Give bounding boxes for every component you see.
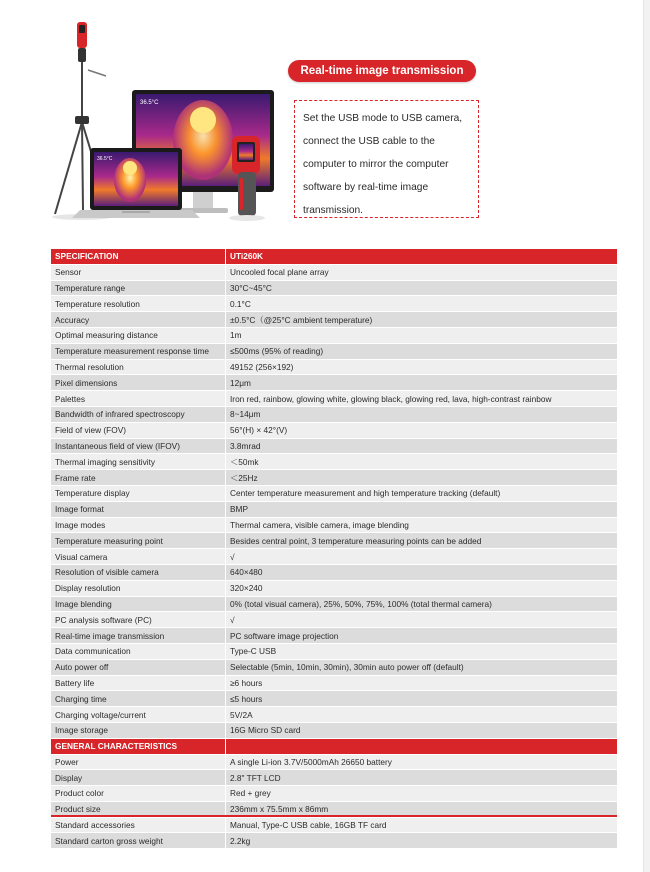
spec-name-cell: Image modes [51, 517, 226, 533]
spec-name-cell: Charging time [51, 691, 226, 707]
table-row [51, 786, 617, 802]
spec-value-cell: 49152 (256×192) [226, 359, 618, 375]
description-line: Set the USB mode to USB camera, [303, 113, 463, 124]
spec-value-cell: 8~14μm [226, 406, 618, 422]
spec-value-cell: BMP [226, 501, 618, 517]
spec-value-cell: 30°C~45°C [226, 280, 618, 296]
spec-value-cell: √ [226, 612, 618, 628]
general-header-row [51, 738, 617, 754]
spec-name-cell: Visual camera [51, 549, 226, 565]
spec-value-cell: 56°(H) × 42°(V) [226, 422, 618, 438]
laptop-temp-label: 36.5°C [97, 156, 113, 162]
spec-value-cell: 236mm x 75.5mm x 86mm [226, 801, 618, 817]
spec-value-cell: Type-C USB [226, 643, 618, 659]
table-row [51, 643, 617, 659]
spec-value-cell: Red + grey [226, 786, 618, 802]
spec-name-cell: GENERAL CHARACTERISTICS [51, 738, 226, 754]
table-row [51, 406, 617, 422]
spec-name-cell: Charging voltage/current [51, 707, 226, 723]
spec-value-cell: 5V/2A [226, 707, 618, 723]
spec-value-cell: 12μm [226, 375, 618, 391]
table-row [51, 280, 617, 296]
table-bottom-rule [51, 815, 617, 817]
table-row [51, 312, 617, 328]
description-line: connect the USB cable to the [303, 136, 435, 147]
laptop [72, 148, 200, 218]
spec-value-cell: ≤500ms (95% of reading) [226, 343, 618, 359]
spec-value-cell: PC software image projection [226, 628, 618, 644]
table-row [51, 549, 617, 565]
table-row [51, 833, 617, 849]
spec-name-cell: Frame rate [51, 470, 226, 486]
table-row [51, 817, 617, 833]
table-row [51, 517, 617, 533]
table-row [51, 533, 617, 549]
monitor-temp-label: 36.5°C [140, 100, 159, 106]
spec-value-cell: Uncooled focal plane array [226, 264, 618, 280]
spec-name-cell: Data communication [51, 643, 226, 659]
spec-name-cell: Temperature display [51, 485, 226, 501]
spec-name-cell: Resolution of visible camera [51, 564, 226, 580]
spec-value-cell: 2.2kg [226, 833, 618, 849]
table-row [51, 612, 617, 628]
spec-name-cell: SPECIFICATION [51, 249, 226, 264]
spec-name-cell: Real-time image transmission [51, 628, 226, 644]
spec-name-cell: Temperature measurement response time [51, 343, 226, 359]
table-row [51, 564, 617, 580]
spec-name-cell: Standard carton gross weight [51, 833, 226, 849]
table-row [51, 485, 617, 501]
table-row [51, 707, 617, 723]
spec-name-cell: Optimal measuring distance [51, 327, 226, 343]
spec-value-cell: 0.1°C [226, 296, 618, 312]
description-line: transmission. [303, 205, 364, 216]
spec-name-cell: Temperature resolution [51, 296, 226, 312]
table-row [51, 691, 617, 707]
spec-value-cell: 1m [226, 327, 618, 343]
table-row [51, 375, 617, 391]
table-row [51, 454, 617, 470]
spec-value-cell: 16G Micro SD card [226, 722, 618, 738]
spec-name-cell: Bandwidth of infrared spectroscopy [51, 406, 226, 422]
spec-value-cell: Selectable (5min, 10min, 30min), 30min auto power off (default) [226, 659, 618, 675]
spec-name-cell: Image storage [51, 722, 226, 738]
table-row [51, 628, 617, 644]
description-line: computer to mirror the computer [303, 159, 449, 170]
spec-name-cell: Temperature range [51, 280, 226, 296]
spec-name-cell: Accuracy [51, 312, 226, 328]
table-row [51, 501, 617, 517]
table-row [51, 327, 617, 343]
spec-name-cell: Instantaneous field of view (IFOV) [51, 438, 226, 454]
spec-value-cell: 3.8mrad [226, 438, 618, 454]
spec-header-row [51, 249, 617, 264]
spec-name-cell: Image blending [51, 596, 226, 612]
spec-name-cell: Palettes [51, 391, 226, 407]
spec-value-cell: Manual, Type-C USB cable, 16GB TF card [226, 817, 618, 833]
table-row [51, 470, 617, 486]
description-box [294, 100, 479, 218]
page-edge [643, 0, 650, 872]
spec-value-cell: Iron red, rainbow, glowing white, glowing black, glowing red, lava, high-contrast rainbow [226, 391, 618, 407]
spec-name-cell: Battery life [51, 675, 226, 691]
table-row [51, 580, 617, 596]
table-row [51, 770, 617, 786]
table-row [51, 675, 617, 691]
spec-value-cell: 0% (total visual camera), 25%, 50%, 75%, 100% (total thermal camera) [226, 596, 618, 612]
table-row [51, 391, 617, 407]
spec-name-cell: Field of view (FOV) [51, 422, 226, 438]
table-row [51, 438, 617, 454]
spec-name-cell: Pixel dimensions [51, 375, 226, 391]
spec-name-cell: Display resolution [51, 580, 226, 596]
specification-table [51, 249, 617, 849]
spec-value-cell: 320×240 [226, 580, 618, 596]
spec-value-cell: Thermal camera, visible camera, image blending [226, 517, 618, 533]
spec-value-cell: 2.8" TFT LCD [226, 770, 618, 786]
spec-value-cell: Besides central point, 3 temperature measuring points can be added [226, 533, 618, 549]
spec-value-cell [226, 738, 618, 754]
section-title-badge: Real-time image transmission [288, 60, 476, 82]
spec-value-cell: ＜25Hz [226, 470, 618, 486]
spec-name-cell: Product color [51, 786, 226, 802]
spec-value-cell: UTi260K [226, 249, 618, 264]
spec-value-cell: ＜50mk [226, 454, 618, 470]
spec-value-cell: √ [226, 549, 618, 565]
table-row [51, 596, 617, 612]
spec-name-cell: Temperature measuring point [51, 533, 226, 549]
spec-value-cell: Center temperature measurement and high temperature tracking (default) [226, 485, 618, 501]
spec-name-cell: Thermal imaging sensitivity [51, 454, 226, 470]
spec-name-cell: Sensor [51, 264, 226, 280]
table-row [51, 359, 617, 375]
table-row [51, 343, 617, 359]
spec-value-cell: ≥6 hours [226, 675, 618, 691]
spec-name-cell: Power [51, 754, 226, 770]
spec-value-cell: ≤5 hours [226, 691, 618, 707]
product-illustration [50, 18, 290, 223]
table-row [51, 296, 617, 312]
table-row [51, 722, 617, 738]
spec-value-cell: 640×480 [226, 564, 618, 580]
spec-name-cell: Image format [51, 501, 226, 517]
description-line: software by real-time image [303, 182, 429, 193]
spec-name-cell: Auto power off [51, 659, 226, 675]
table-row [51, 264, 617, 280]
spec-name-cell: Thermal resolution [51, 359, 226, 375]
spec-value-cell: A single Li-ion 3.7V/5000mAh 26650 battery [226, 754, 618, 770]
spec-value-cell: ±0.5°C（@25°C ambient temperature) [226, 312, 618, 328]
table-row [51, 754, 617, 770]
table-row [51, 422, 617, 438]
spec-name-cell: Display [51, 770, 226, 786]
spec-name-cell: Product size [51, 801, 226, 817]
table-row [51, 659, 617, 675]
spec-name-cell: PC analysis software (PC) [51, 612, 226, 628]
spec-name-cell: Standard accessories [51, 817, 226, 833]
